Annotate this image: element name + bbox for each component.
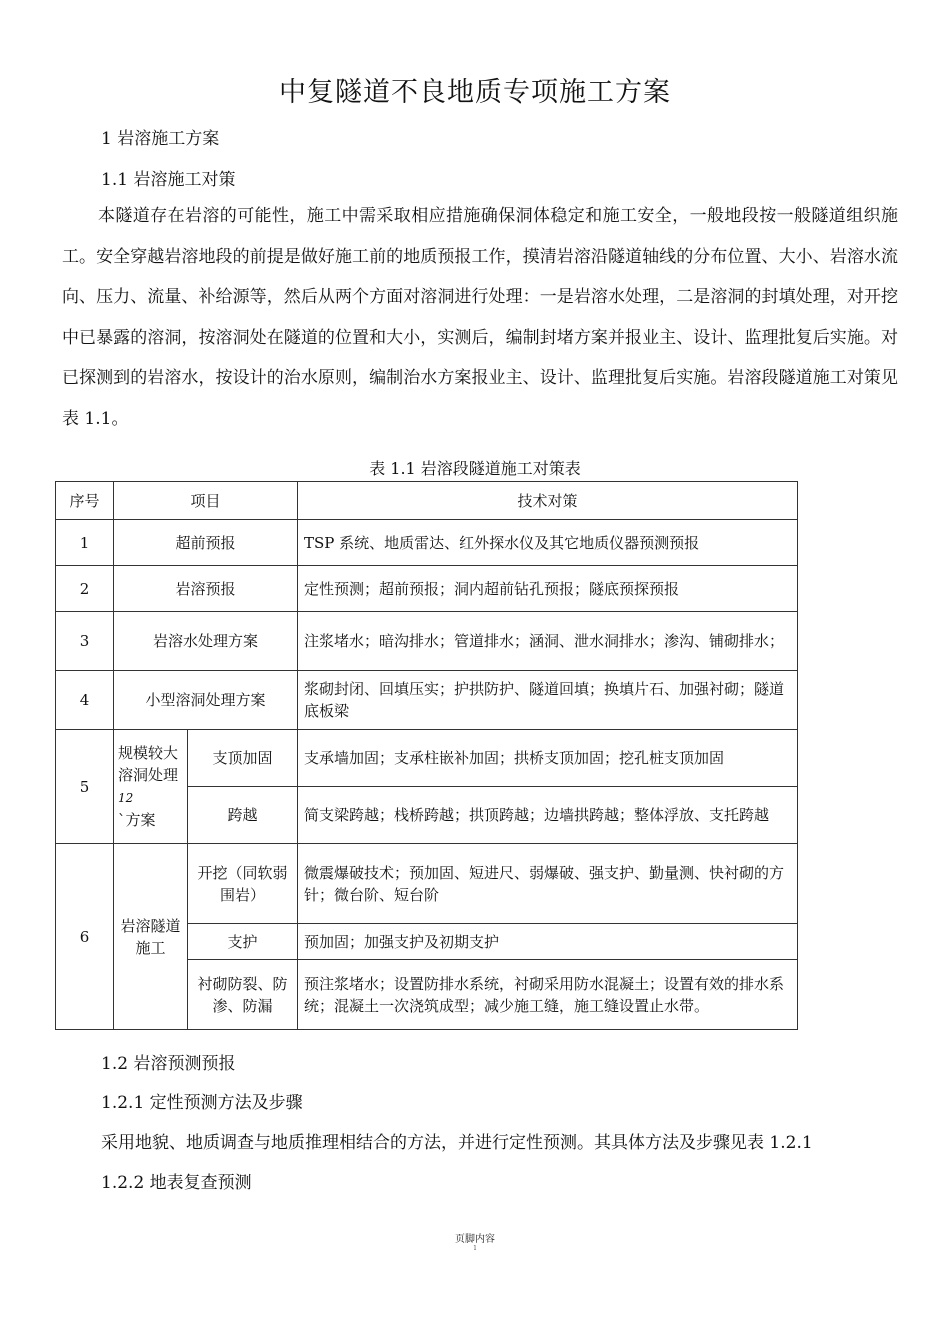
row-no: 6	[56, 844, 114, 1030]
header-no: 序号	[56, 482, 114, 520]
row-item: 岩溶水处理方案	[114, 612, 298, 671]
row-item: 小型溶洞处理方案	[114, 671, 298, 730]
section-heading-1-1: 1.1 岩溶施工对策	[101, 170, 236, 190]
group-cell	[114, 730, 188, 844]
table-row	[56, 566, 798, 612]
section-heading-1-2-1: 1.2.1 定性预测方法及步骤	[101, 1093, 303, 1113]
sub-item: 支护	[188, 924, 298, 960]
row-no: 1	[56, 520, 114, 566]
section-heading-1: 1 岩溶施工方案	[101, 129, 220, 149]
table-row	[56, 844, 798, 924]
table-row	[56, 671, 798, 730]
row-measure: 预加固；加强支护及初期支护	[298, 924, 798, 960]
header-measure: 技术对策	[298, 482, 798, 520]
page-number: 1	[473, 1245, 477, 1252]
row-measure: 预注浆堵水；设置防排水系统，衬砌采用防水混凝土；设置有效的排水系统；混凝土一次浇筑成型；减少施工缝，施工缝设置止水带。	[298, 960, 798, 1030]
countermeasure-table	[55, 481, 798, 1030]
row-measure: 注浆堵水；暗沟排水；管道排水；涵洞、泄水洞排水；渗沟、铺砌排水；	[298, 612, 798, 671]
table-row	[56, 520, 798, 566]
group-note: 12	[118, 791, 134, 805]
group-tail: `方案	[118, 811, 156, 829]
row-no: 4	[56, 671, 114, 730]
row-measure: TSP 系统、地质雷达、红外探水仪及其它地质仪器预测预报	[298, 520, 798, 566]
row-no: 2	[56, 566, 114, 612]
sub-item: 跨越	[188, 787, 298, 844]
group-label: 岩溶隧道施工	[114, 844, 188, 1030]
row-no: 5	[56, 730, 114, 844]
row-measure: 定性预测；超前预报；洞内超前钻孔预报；隧底预探预报	[298, 566, 798, 612]
header-item: 项目	[114, 482, 298, 520]
method-line: 采用地貌、地质调查与地质推理相结合的方法，并进行定性预测。其具体方法及步骤见表 1.2.1	[101, 1133, 813, 1153]
row-measure: 浆砌封闭、回填压实；护拱防护、隧道回填；换填片石、加强衬砌；隧道底板梁	[298, 671, 798, 730]
row-measure: 简支梁跨越；栈桥跨越；拱顶跨越；边墙拱跨越；整体浮放、支托跨越	[298, 787, 798, 844]
page-footer: 页脚内容	[455, 1234, 495, 1245]
row-item: 超前预报	[114, 520, 298, 566]
group-label: 规模较大溶洞处理	[118, 744, 179, 784]
table-row	[56, 730, 798, 787]
sub-item: 开挖（同软弱围岩）	[188, 844, 298, 924]
intro-paragraph: 本隧道存在岩溶的可能性，施工中需采取相应措施确保洞体稳定和施工安全，一般地段按一般隧道组织施工。安全穿越岩溶地段的前提是做好施工前的地质预报工作，摸清岩溶沿隧道轴线的分布位置、大小、岩溶水流向、压力、流量、补给源等，然后从两个方面对溶洞进行处理：一是岩溶水处理，二是溶洞的封填处理，对开挖中已暴露的溶洞，按溶洞处在隧道的位置和大小，实测后，编制封堵方案并报业主、设计、监理批复后实施。对已探测到的岩溶水，按设计的治水原则，编制治水方案报业主、设计、监理批复后实施。岩溶段隧道施工对策见表 1.1。	[62, 206, 898, 429]
document-title: 中复隧道不良地质专项施工方案	[279, 77, 671, 108]
row-no: 3	[56, 612, 114, 671]
row-item: 岩溶预报	[114, 566, 298, 612]
table-row	[56, 612, 798, 671]
table-caption: 表 1.1 岩溶段隧道施工对策表	[369, 459, 581, 478]
row-measure: 微震爆破技术；预加固、短进尺、弱爆破、强支护、勤量测、快衬砌的方针；微台阶、短台阶	[298, 844, 798, 924]
section-heading-1-2: 1.2 岩溶预测预报	[101, 1054, 236, 1074]
table-header-row	[56, 482, 798, 520]
sub-item: 衬砌防裂、防渗、防漏	[188, 960, 298, 1030]
sub-item: 支顶加固	[188, 730, 298, 787]
section-heading-1-2-2: 1.2.2 地表复查预测	[101, 1173, 252, 1193]
row-measure: 支承墙加固；支承柱嵌补加固；拱桥支顶加固；挖孔桩支顶加固	[298, 730, 798, 787]
